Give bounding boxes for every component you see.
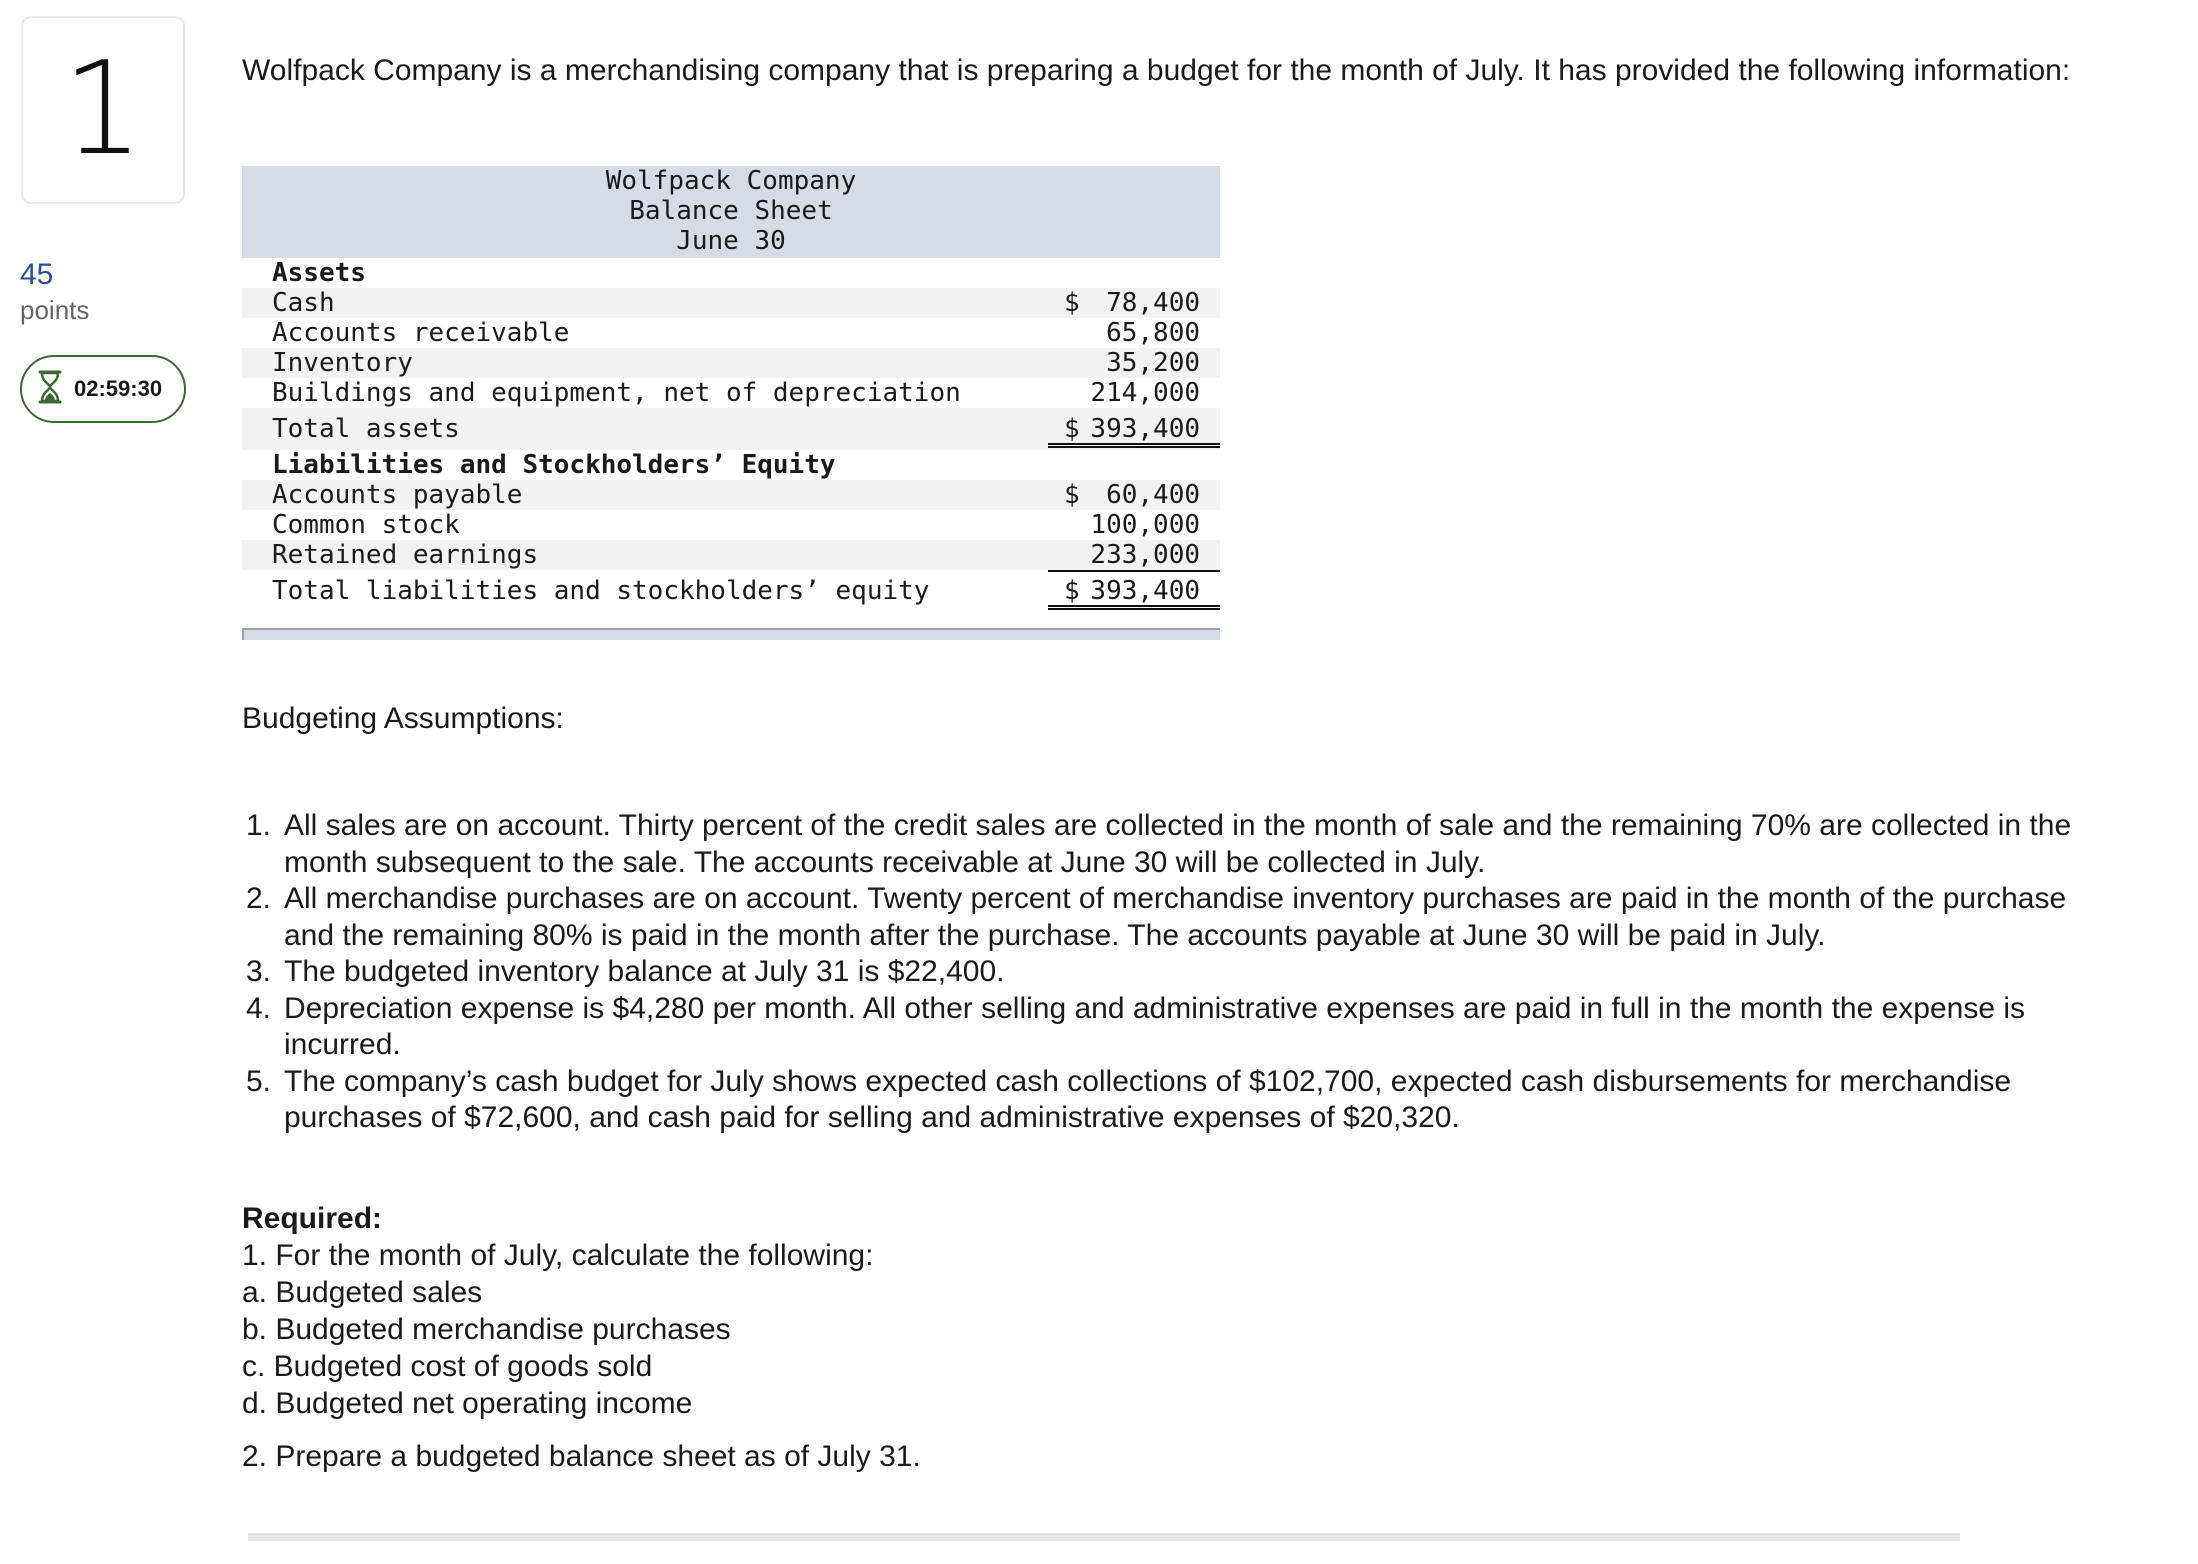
row-label: Accounts receivable <box>272 318 570 348</box>
points-label: points <box>20 295 90 325</box>
total-assets-row <box>242 408 1220 450</box>
table-row <box>242 288 1220 318</box>
question-content <box>242 52 2142 1473</box>
liabilities-heading: Liabilities and Stockholders’ Equity <box>272 450 836 480</box>
required-item-d: d. Budgeted net operating income <box>242 1387 693 1420</box>
required-line-2: 2. Prepare a budgeted balance sheet as of July 31. <box>242 1440 921 1473</box>
timer[interactable] <box>20 355 186 423</box>
list-item <box>242 991 2122 1064</box>
list-item <box>242 954 2122 991</box>
timer-text: 02:59:30 <box>74 376 163 401</box>
scroll-divider <box>248 1533 1960 1541</box>
total-liabilities-row <box>242 570 1220 612</box>
row-amount: 100,000 <box>1090 510 1200 540</box>
statement-name: Balance Sheet <box>629 196 833 226</box>
item-text: The company’s cash budget for July shows expected cash collections of $102,700, expected cash disbursements for merchandise purchases of $72,600, and cash paid for selling and administrative expenses of $20,320. <box>284 1064 2012 1134</box>
item-text: Depreciation expense is $4,280 per month. All other selling and administrative expenses are paid in full in the month the expense is incurred. <box>284 991 2026 1061</box>
table-row <box>242 480 1220 510</box>
question-number-box <box>21 16 185 204</box>
row-label: Buildings and equipment, net of depreciation <box>272 378 961 408</box>
table-row <box>242 318 1220 348</box>
intro-text: Wolfpack Company is a merchandising company that is preparing a budget for the month of July. It has provided the following information: <box>242 54 2071 87</box>
row-amount: $ 60,400 <box>1064 480 1200 510</box>
table-row <box>242 540 1220 570</box>
list-item <box>242 808 2122 881</box>
liabilities-heading-row <box>242 450 1220 480</box>
assets-heading-row <box>242 258 1220 288</box>
item-text: All merchandise purchases are on account. Twenty percent of merchandise inventory purchases are paid in the month of the purchase and the remaining 80% is paid in the month after the purchase. The accounts payable at June 30 will be paid in July. <box>284 882 2067 952</box>
list-item <box>242 1064 2122 1137</box>
required-item-a: a. Budgeted sales <box>242 1276 483 1309</box>
item-number: 3. <box>246 955 272 988</box>
table-row <box>242 510 1220 540</box>
item-number: 4. <box>246 991 272 1025</box>
row-label: Retained earnings <box>272 540 539 570</box>
row-amount: 65,800 <box>1106 318 1200 348</box>
row-amount: 233,000 <box>1048 540 1220 572</box>
item-number: 5. <box>246 1064 272 1098</box>
row-label: Cash <box>272 288 335 318</box>
list-item <box>242 881 2122 954</box>
row-label: Inventory <box>272 348 413 378</box>
total-assets-label: Total assets <box>272 414 460 444</box>
assets-heading: Assets <box>272 258 366 288</box>
table-row <box>242 378 1220 408</box>
points-value: 45 <box>20 258 54 291</box>
item-text: The budgeted inventory balance at July 31 is $22,400. <box>284 955 1005 988</box>
total-liabilities-label: Total liabilities and stockholders’ equity <box>272 576 930 606</box>
balance-sheet-table <box>242 166 1220 640</box>
statement-date: June 30 <box>676 226 786 256</box>
required-section <box>242 1200 921 1475</box>
table-footer <box>242 628 1220 640</box>
assumptions-list <box>242 808 2122 1137</box>
row-label: Accounts payable <box>272 480 523 510</box>
total-assets-amount: $ 393,400 <box>1048 408 1220 448</box>
table-row <box>242 348 1220 378</box>
assumptions-title: Budgeting Assumptions: <box>242 702 564 735</box>
required-item-b: b. Budgeted merchandise purchases <box>242 1313 731 1346</box>
total-liabilities-amount: $ 393,400 <box>1048 570 1220 610</box>
item-text: All sales are on account. Thirty percent of the credit sales are collected in the month of sale and the remaining 70% are collected in the month subsequent to the sale. The accounts receivable at June 30 will be collected in July. <box>284 809 2072 879</box>
item-number: 2. <box>246 882 272 915</box>
row-amount: 214,000 <box>1048 378 1220 410</box>
balance-sheet-header <box>242 166 1220 258</box>
row-label: Common stock <box>272 510 460 540</box>
company-name: Wolfpack Company <box>605 166 857 196</box>
row-amount: $ 78,400 <box>1064 288 1200 318</box>
item-number: 1. <box>246 809 272 842</box>
hourglass-icon <box>36 370 74 409</box>
required-item-c: c. Budgeted cost of goods sold <box>242 1350 653 1383</box>
required-title: Required: <box>242 1202 383 1235</box>
question-number: 1 <box>62 35 144 184</box>
required-line-1: 1. For the month of July, calculate the following: <box>242 1239 874 1272</box>
row-amount: 35,200 <box>1106 348 1200 378</box>
